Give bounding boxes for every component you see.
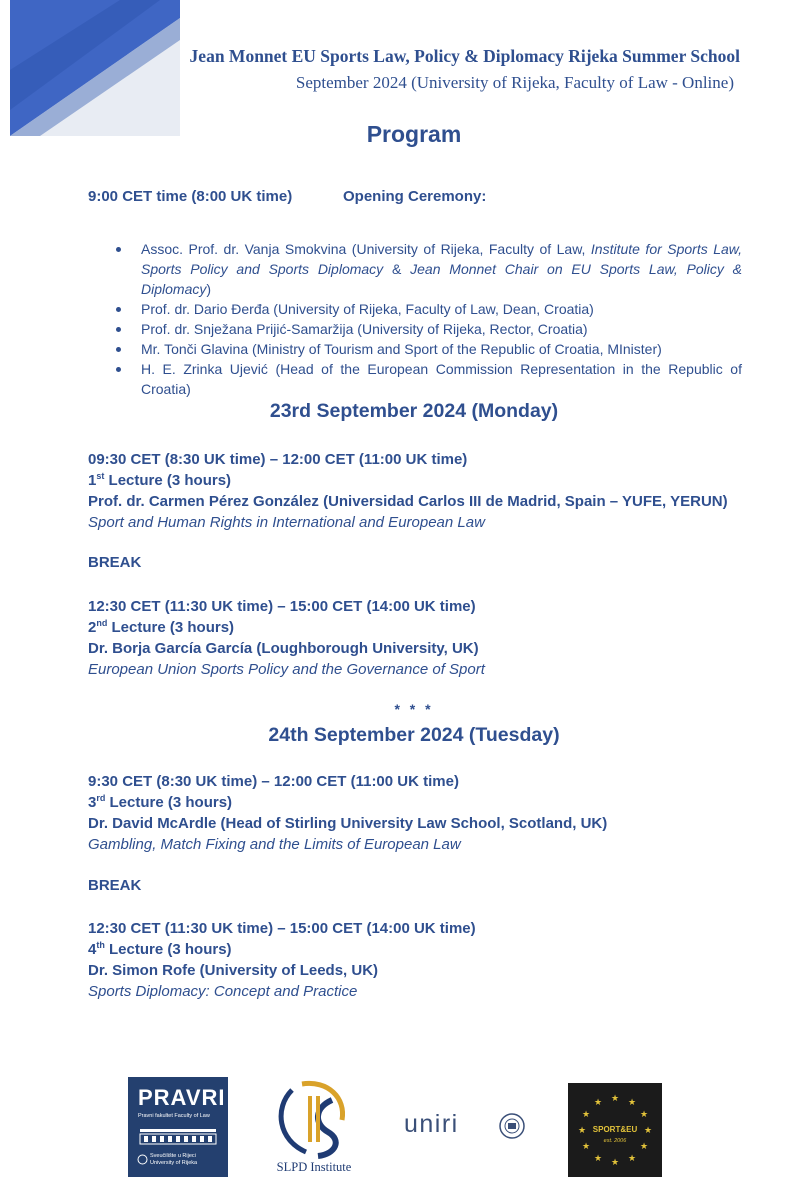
speaker-close: ) xyxy=(206,281,212,297)
building-icon xyxy=(138,1125,218,1147)
svg-text:★: ★ xyxy=(577,1126,587,1136)
session-topic: Sports Diplomacy: Concept and Practice xyxy=(88,983,358,1000)
day-heading-monday: 23rd September 2024 (Monday) xyxy=(269,400,559,422)
speaker-institute: Institute for Sports Law, Sports Policy and Sports Diplomacy xyxy=(141,241,743,277)
pravri-logo xyxy=(128,1077,228,1177)
session-topic: European Union Sports Policy and the Governance of Sport xyxy=(88,661,485,678)
session-speaker: Dr. Simon Rofe (University of Leeds, UK) xyxy=(88,962,379,979)
session-time: 9:30 CET (8:30 UK time) – 12:00 CET (11:00 UK time) xyxy=(88,773,459,790)
sport-eu-logo xyxy=(568,1083,662,1177)
pravri-faculty-line: Pravni fakultet Faculty of Law xyxy=(138,1113,210,1119)
opening-label: Opening Ceremony: xyxy=(343,188,487,205)
svg-text:★: ★ xyxy=(627,1154,637,1164)
sport-eu-established: est. 2006 xyxy=(603,1138,627,1144)
session-time: 12:30 CET (11:30 UK time) – 15:00 CET (14:00 UK time) xyxy=(88,598,476,615)
session-lecture xyxy=(88,939,476,960)
lecture-label: Lecture (3 hours) xyxy=(104,472,232,489)
speaker-item xyxy=(114,239,742,299)
speaker-item xyxy=(114,299,742,319)
lecture-label: Lecture (3 hours) xyxy=(107,619,235,636)
lecture-number: 1 xyxy=(88,472,97,489)
svg-text:★: ★ xyxy=(639,1110,649,1120)
speaker-item xyxy=(114,359,742,399)
session-1 xyxy=(88,449,728,533)
speaker-text: Mr. Tonči Glavina (Ministry of Tourism and Sport of the Republic of Croatia, MInister) xyxy=(141,341,662,357)
session-lecture xyxy=(88,617,485,638)
session-lecture xyxy=(88,470,728,491)
svg-text:★: ★ xyxy=(593,1098,603,1108)
pravri-wordmark: PRAVRI xyxy=(138,1085,226,1110)
lecture-ordinal-suffix: st xyxy=(96,471,105,481)
svg-text:★: ★ xyxy=(581,1110,591,1120)
session-speaker: Dr. David McArdle (Head of Stirling University Law School, Scotland, UK) xyxy=(88,815,608,832)
session-2 xyxy=(88,596,485,680)
lecture-label: Lecture (3 hours) xyxy=(104,941,232,958)
session-topic: Gambling, Match Fixing and the Limits of European Law xyxy=(88,836,461,853)
session-speaker: Prof. dr. Carmen Pérez González (Universidad Carlos III de Madrid, Spain – YUFE, YERUN) xyxy=(88,493,728,510)
lecture-ordinal-suffix: th xyxy=(96,940,105,950)
svg-text:★: ★ xyxy=(610,1094,620,1104)
day-heading-tuesday: 24th September 2024 (Tuesday) xyxy=(268,724,560,746)
session-speaker: Dr. Borja García García (Loughborough University, UK) xyxy=(88,640,479,657)
svg-text:★: ★ xyxy=(643,1126,653,1136)
session-4 xyxy=(88,918,476,1002)
uniri-seal-icon xyxy=(498,1112,526,1140)
page-title: Program xyxy=(366,121,462,147)
lecture-number: 2 xyxy=(88,619,97,636)
sport-eu-name: SPORT&EU xyxy=(592,1125,638,1134)
svg-text:★: ★ xyxy=(610,1158,620,1168)
session-time: 09:30 CET (8:30 UK time) – 12:00 CET (11:00 UK time) xyxy=(88,451,468,468)
speaker-text: Prof. dr. Dario Đerđa (University of Rijeka, Faculty of Law, Dean, Croatia) xyxy=(141,301,594,317)
session-time: 12:30 CET (11:30 UK time) – 15:00 CET (14:00 UK time) xyxy=(88,920,476,937)
break-label: BREAK xyxy=(88,877,142,894)
lecture-number: 3 xyxy=(88,794,97,811)
speaker-text: H. E. Zrinka Ujević (Head of the European Commission Representation in the Republic of Croatia) xyxy=(141,361,742,397)
speaker-chair: Jean Monnet Chair on EU Sports Law, Policy & Diplomacy xyxy=(141,261,742,297)
speaker-item xyxy=(114,319,742,339)
slpd-emblem-icon xyxy=(262,1078,366,1160)
svg-text:★: ★ xyxy=(593,1154,603,1164)
speaker-item xyxy=(114,339,742,359)
section-separator: * * * xyxy=(394,701,434,717)
session-3 xyxy=(88,771,607,855)
slpd-logo xyxy=(262,1078,366,1178)
session-lecture xyxy=(88,792,607,813)
opening-ceremony-header xyxy=(88,188,487,205)
school-subtitle: September 2024 (University of Rijeka, Faculty of Law - Online) xyxy=(295,73,734,92)
session-topic: Sport and Human Rights in International and European Law xyxy=(88,514,485,531)
lecture-ordinal-suffix: rd xyxy=(96,793,106,803)
svg-text:★: ★ xyxy=(639,1142,649,1152)
svg-text:★: ★ xyxy=(581,1142,591,1152)
speaker-text: Prof. dr. Snježana Prijić-Samaržija (University of Rijeka, Rector, Croatia) xyxy=(141,321,588,337)
opening-speaker-list xyxy=(114,239,742,399)
speaker-joiner: & xyxy=(383,261,411,277)
university-seal-icon xyxy=(137,1154,148,1165)
svg-text:★: ★ xyxy=(627,1098,637,1108)
pravri-university-hr: Sveučilište u Rijeci xyxy=(150,1153,196,1159)
school-title: Jean Monnet EU Sports Law, Policy & Diplomacy Rijeka Summer School xyxy=(189,46,740,66)
opening-time: 9:00 CET time (8:00 UK time) xyxy=(88,188,293,205)
corner-decoration xyxy=(10,0,180,136)
speaker-text: Assoc. Prof. dr. Vanja Smokvina (University of Rijeka, Faculty of Law, xyxy=(141,241,591,257)
slpd-caption: SLPD Institute xyxy=(276,1160,352,1174)
uniri-wordmark: uniri xyxy=(404,1110,459,1138)
pravri-university-en: University of Rijeka xyxy=(150,1160,198,1166)
lecture-ordinal-suffix: nd xyxy=(96,618,108,628)
lecture-label: Lecture (3 hours) xyxy=(105,794,233,811)
lecture-number: 4 xyxy=(88,941,97,958)
break-label: BREAK xyxy=(88,554,142,571)
